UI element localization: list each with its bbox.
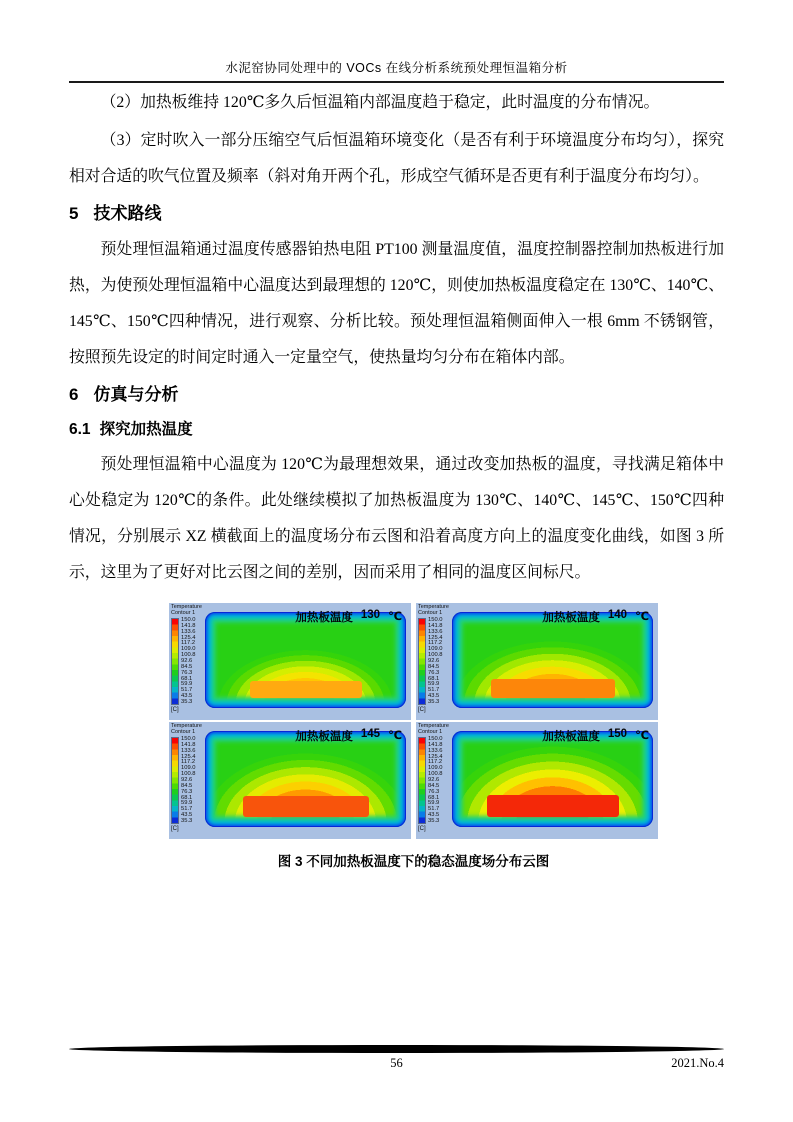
legend-colorbar: [171, 618, 179, 705]
panel-title-label: 加热板温度: [542, 731, 600, 743]
panel-title-unit: ℃: [635, 611, 649, 623]
legend-colorbar: [418, 737, 426, 824]
temperature-legend: [171, 604, 205, 713]
legend-tick-values: 150.0 141.8 133.6 125.4 117.2 109.0 100.8 92.6 84.5 76.3 68.1 59.9 51.7 43.5 35.3: [181, 736, 196, 825]
panel-title-temp: 140: [607, 609, 628, 621]
panel-title-label: 加热板温度: [295, 612, 353, 624]
legend-tick-values: 150.0 141.8 133.6 125.4 117.2 109.0 100.8 92.6 84.5 76.3 68.1 59.9 51.7 43.5 35.3: [428, 736, 443, 825]
panel-title: [295, 728, 402, 744]
panel-title-temp: 150: [607, 728, 628, 740]
paragraph-item-3: （3）定时吹入一部分压缩空气后恒温箱环境变化（是否有利于环境温度分布均匀），探究相对合适的吹气位置及频率（斜对角开两个孔，形成空气循环是否更有利于温度分布均匀）。: [69, 132, 724, 185]
page-footer: [69, 1045, 724, 1074]
legend-unit: [C]: [171, 826, 179, 832]
contour-panel-140: [416, 603, 658, 720]
footer-rule: [69, 1045, 724, 1053]
section-5-body: 预处理恒温箱通过温度传感器铂热电阻 PT100 测量温度值，温度控制器控制加热板进行加热，为使预处理恒温箱中心温度达到最理想的 120℃，则使加热板温度稳定在 130℃、140℃、145℃、150℃四种情况，进行观察、分析比较。预处理恒温箱侧面伸入一根 6mm 不锈钢管，按照预先设定的时间定时通入一定量空气，使热量均匀分布在箱体内部。: [69, 241, 724, 366]
paragraph-item-2: （2）加热板维持 120℃多久后恒温箱内部温度趋于稳定，此时温度的分布情况。: [100, 94, 660, 111]
issue-label: 2021.No.4: [671, 1056, 724, 1070]
contour-plot: [205, 612, 406, 708]
section-6-heading: [69, 379, 724, 411]
panel-title-unit: ℃: [388, 730, 402, 742]
panel-title-temp: 145: [360, 728, 381, 740]
contour-panel-150: [416, 722, 658, 839]
contour-panel-145: [169, 722, 411, 839]
temperature-legend: [418, 604, 452, 713]
heater-plate: [487, 795, 619, 817]
legend-title-line2: Contour 1: [171, 610, 196, 616]
legend-tick-values: 150.0 141.8 133.6 125.4 117.2 109.0 100.8 92.6 84.5 76.3 68.1 59.9 51.7 43.5 35.3: [428, 617, 443, 706]
page-content: [69, 85, 724, 870]
contour-plot: [452, 612, 653, 708]
panel-title-temp: 130: [360, 609, 381, 621]
section-6-1-number: 6.1: [69, 421, 91, 438]
legend-title-line1: Temperature: [418, 604, 449, 610]
legend-tick-values: 150.0 141.8 133.6 125.4 117.2 109.0 100.8 92.6 84.5 76.3 68.1 59.9 51.7 43.5 35.3: [181, 617, 196, 706]
legend-title-line1: Temperature: [418, 723, 449, 729]
legend-colorbar: [171, 737, 179, 824]
legend-title-line1: Temperature: [171, 723, 202, 729]
legend-title-line1: Temperature: [171, 604, 202, 610]
heater-plate: [250, 681, 362, 698]
legend-colorbar: [418, 618, 426, 705]
panel-title: [542, 609, 649, 625]
section-6-1-heading: [69, 415, 724, 445]
temperature-legend: [418, 723, 452, 832]
panel-title: [542, 728, 649, 744]
panel-title-label: 加热板温度: [295, 731, 353, 743]
panel-title: [295, 609, 402, 625]
contour-panel-130: [169, 603, 411, 720]
panel-title-unit: ℃: [635, 730, 649, 742]
legend-title-line2: Contour 1: [418, 610, 443, 616]
legend-title-line2: Contour 1: [171, 729, 196, 735]
legend-unit: [C]: [418, 707, 426, 713]
section-5-heading: [69, 198, 724, 230]
section-5-title: 技术路线: [93, 204, 162, 223]
contour-grid: [169, 603, 658, 839]
section-6-1-body: 预处理恒温箱中心温度为 120℃为最理想效果，通过改变加热板的温度，寻找满足箱体中心处稳定为 120℃的条件。此处继续模拟了加热板温度为 130℃、140℃、145℃、150℃四种情况，分别展示 XZ 横截面上的温度场分布云图和沿着高度方向上的温度变化曲线，如图 3 所示，这里为了更好对比云图之间的差别，因而采用了相同的温度区间标尺。: [69, 456, 724, 581]
page-header: [69, 0, 724, 83]
page-number: 56: [390, 1056, 403, 1070]
legend-unit: [C]: [418, 826, 426, 832]
legend-unit: [C]: [171, 707, 179, 713]
panel-title-label: 加热板温度: [542, 612, 600, 624]
section-6-number: 6: [69, 385, 79, 404]
heater-plate: [243, 796, 369, 817]
running-title: 水泥窑协同处理中的 VOCs 在线分析系统预处理恒温箱分析: [225, 61, 568, 75]
figure-caption: 图 3 不同加热板温度下的稳态温度场分布云图: [277, 854, 550, 869]
contour-plot: [205, 731, 406, 827]
panel-title-unit: ℃: [388, 611, 402, 623]
figure-3: [169, 603, 658, 870]
section-5-number: 5: [69, 204, 79, 223]
section-6-title: 仿真与分析: [93, 385, 179, 404]
temperature-legend: [171, 723, 205, 832]
heater-plate: [491, 679, 615, 698]
legend-title-line2: Contour 1: [418, 729, 443, 735]
contour-plot: [452, 731, 653, 827]
section-6-1-title: 探究加热温度: [99, 421, 193, 438]
